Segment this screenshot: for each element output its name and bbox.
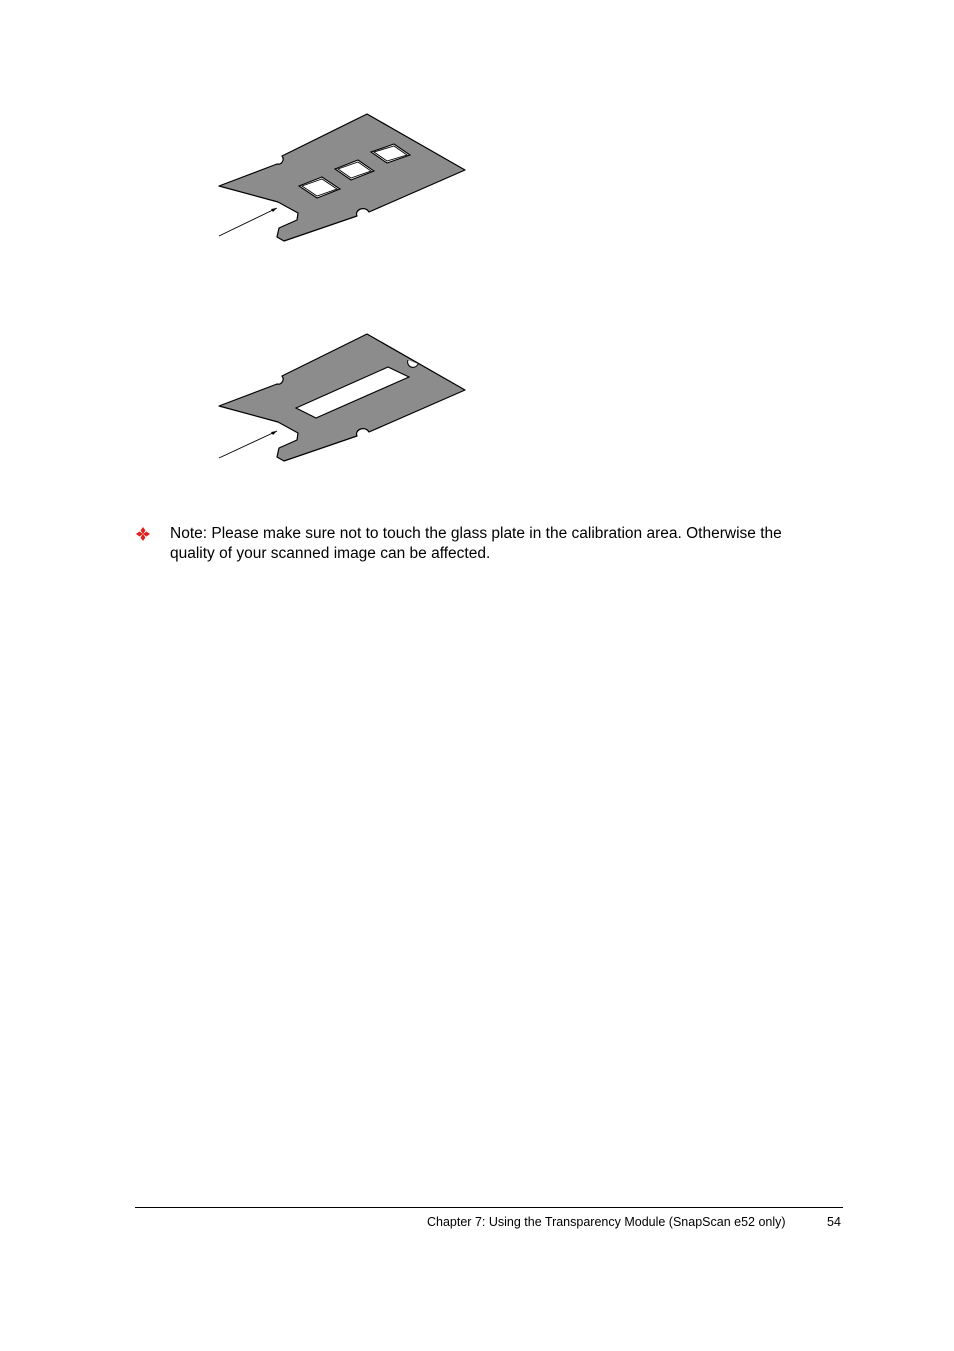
footer-divider [135,1207,843,1208]
film-strip-holder-illustration [210,330,472,465]
note-text: Note: Please make sure not to touch the glass plate in the calibration area. Otherwise the quality of your scanned image can be affected. [170,525,782,562]
note-paragraph [136,524,826,564]
page-number: 54 [827,1215,841,1229]
diamond-bullet-icon [136,527,150,541]
footer-chapter-title: Chapter 7: Using the Transparency Module (SnapScan e52 only) [427,1215,786,1229]
slide-holder-illustration [210,110,472,245]
